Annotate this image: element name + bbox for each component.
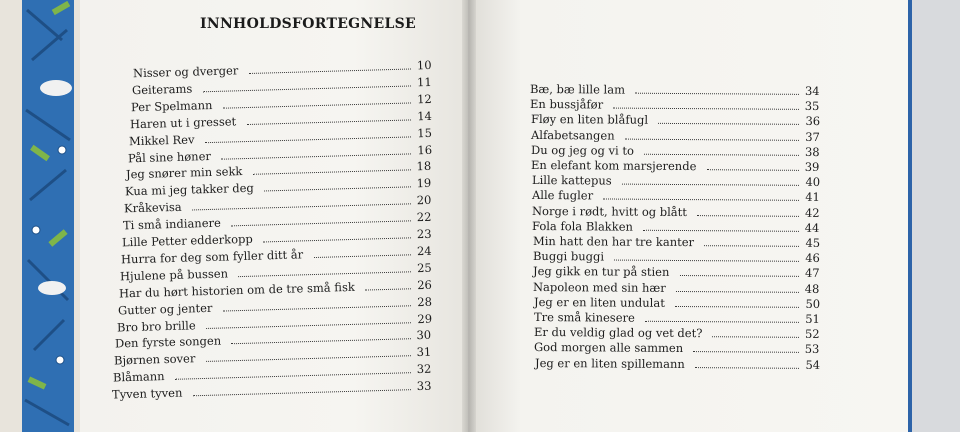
toc-entry-page: 10 bbox=[416, 57, 432, 73]
toc-entry-page: 42 bbox=[804, 205, 820, 220]
toc-entry-title: En elefant kom marsjerende bbox=[531, 157, 697, 174]
cover-pattern-illustration bbox=[22, 0, 74, 432]
toc-leader-dots bbox=[644, 144, 799, 156]
toc-entry bbox=[534, 356, 825, 374]
toc-entry-page: 47 bbox=[804, 266, 820, 281]
toc-entry-title: Jeg er en liten undulat bbox=[533, 294, 665, 310]
toc-leader-dots bbox=[674, 296, 799, 308]
toc-entry-title: Lille kattepus bbox=[531, 173, 612, 188]
toc-leader-dots bbox=[704, 235, 799, 247]
toc-entry-title: Bro bro brille bbox=[116, 317, 196, 334]
toc-entry-page: 29 bbox=[416, 311, 432, 326]
toc-entry-page: 14 bbox=[416, 108, 432, 123]
toc-entry-page: 37 bbox=[804, 129, 820, 144]
toc-entry-title: Lille Petter edderkopp bbox=[121, 231, 253, 250]
toc-entry-page: 39 bbox=[804, 159, 820, 174]
toc-entry-page: 26 bbox=[416, 277, 432, 292]
toc-leader-dots bbox=[643, 220, 799, 232]
toc-entry-title: Buggi buggi bbox=[532, 249, 604, 264]
toc-entry-page: 18 bbox=[416, 159, 432, 174]
toc-entry-page: 48 bbox=[804, 281, 820, 296]
toc-entry-title: Napoleon med sin hær bbox=[533, 279, 667, 295]
cover-pattern-strip bbox=[22, 0, 74, 432]
toc-entry-title: Per Spelmann bbox=[130, 97, 213, 115]
toc-entry-title: Jeg er en liten spillemann bbox=[534, 355, 685, 371]
toc-entry-page: 28 bbox=[416, 294, 432, 309]
toc-entry-title: Du og jeg og vi to bbox=[530, 142, 634, 158]
toc-entry-page: 23 bbox=[416, 226, 432, 242]
toc-entry-title: Hurra for deg som fyller ditt år bbox=[120, 247, 304, 267]
toc-entry-title: Min hatt den har tre kanter bbox=[532, 233, 694, 250]
toc-entry-page: 52 bbox=[804, 327, 820, 342]
toc-entry-page: 16 bbox=[416, 142, 432, 157]
toc-entry-title: Tre små kinesere bbox=[533, 309, 635, 325]
toc-entry-page: 44 bbox=[804, 220, 820, 235]
toc-entry-page: 30 bbox=[416, 328, 432, 343]
book-cover-right bbox=[904, 0, 960, 432]
toc-entry-title: Tyven tyven bbox=[111, 385, 183, 402]
toc-entry-page: 33 bbox=[416, 378, 432, 394]
toc-leader-dots bbox=[697, 205, 799, 217]
toc-entry-page: 11 bbox=[416, 74, 432, 90]
toc-entry-title: Fløy en liten blåfugl bbox=[530, 112, 648, 128]
toc-entry-title: Fola fola Blakken bbox=[532, 218, 634, 234]
toc-entry-title: Hjulene på bussen bbox=[119, 266, 228, 284]
toc-leader-dots bbox=[693, 341, 799, 353]
toc-entry-title: Bæ, bæ lille lam bbox=[529, 81, 626, 97]
book-cover-left bbox=[0, 0, 90, 432]
toc-entry-page: 24 bbox=[416, 243, 432, 259]
toc-leader-dots bbox=[264, 177, 411, 192]
toc-entry-title: Kua mi jeg takker deg bbox=[125, 181, 255, 199]
toc-entry-title: Kråkevisa bbox=[124, 199, 183, 216]
toc-entry-page: 31 bbox=[416, 344, 432, 360]
toc-entry-page: 54 bbox=[804, 357, 820, 372]
toc-entry-page: 32 bbox=[416, 361, 432, 377]
page-title: INNHOLDSFORTEGNELSE bbox=[200, 16, 417, 32]
toc-entry-page: 41 bbox=[804, 190, 820, 205]
toc-entry-page: 35 bbox=[804, 99, 820, 114]
toc-entry-title: God morgen alle sammen bbox=[534, 340, 684, 356]
toc-leader-dots bbox=[365, 278, 411, 290]
toc-leader-dots bbox=[313, 244, 411, 258]
toc-leader-dots bbox=[603, 189, 799, 201]
toc-entry-title: Alle fugler bbox=[531, 188, 593, 203]
toc-entry-page: 20 bbox=[416, 192, 432, 208]
toc-entry-page: 50 bbox=[804, 296, 820, 311]
toc-leader-dots bbox=[658, 113, 799, 125]
toc-entry-title: Bjørnen sover bbox=[114, 351, 196, 368]
toc-entry-title: En bussjåfør bbox=[530, 97, 604, 112]
toc-entry-title: Har du hørt historien om de tre små fisk bbox=[118, 279, 355, 301]
toc-entry-page: 46 bbox=[804, 251, 820, 266]
toc-leader-dots bbox=[613, 98, 799, 110]
toc-entry-page: 25 bbox=[416, 260, 432, 275]
toc-leader-dots bbox=[712, 326, 799, 338]
toc-entry-title: Mikkel Rev bbox=[128, 132, 195, 148]
toc-entry-page: 22 bbox=[416, 209, 432, 225]
toc-leader-dots bbox=[624, 128, 799, 140]
toc-leader-dots bbox=[679, 265, 799, 277]
toc-entry-title: Er du veldig glad og vet det? bbox=[533, 325, 703, 341]
toc-entry-title: Gutter og jenter bbox=[117, 300, 213, 318]
toc-leader-dots bbox=[614, 250, 799, 262]
toc-entry-title: Den fyrste songen bbox=[115, 333, 222, 351]
toc-entry-page: 34 bbox=[804, 83, 820, 98]
book-gutter bbox=[462, 0, 476, 432]
toc-entry-title: Nisser og dverger bbox=[132, 63, 239, 81]
toc-entry-page: 19 bbox=[416, 176, 432, 191]
toc-entry-title: Ti små indianere bbox=[122, 215, 222, 233]
toc-entry-title: Jeg snører min sekk bbox=[126, 164, 243, 182]
toc-leader-dots bbox=[621, 174, 799, 186]
toc-entry-page: 45 bbox=[804, 235, 820, 250]
toc-entry-page: 51 bbox=[804, 311, 820, 326]
toc-entry-title: Alfabetsangen bbox=[530, 127, 615, 143]
toc-entry-page: 40 bbox=[804, 175, 820, 190]
toc-entry-title: Norge i rødt, hvitt og blått bbox=[531, 203, 687, 219]
toc-leader-dots bbox=[635, 83, 799, 95]
toc-entry-title: Blåmann bbox=[113, 369, 165, 385]
toc-leader-dots bbox=[645, 311, 799, 323]
toc-entry-title: Geiterams bbox=[131, 81, 193, 98]
toc-entry-page: 36 bbox=[804, 114, 820, 129]
toc-entry-page: 12 bbox=[416, 91, 432, 107]
toc-entry-page: 53 bbox=[804, 342, 820, 357]
toc-entry-page: 15 bbox=[416, 125, 432, 140]
toc-leader-dots bbox=[676, 281, 799, 293]
toc-leader-dots bbox=[694, 357, 799, 369]
toc-leader-dots bbox=[707, 159, 799, 171]
toc-entry-title: Haren ut i gresset bbox=[129, 114, 237, 131]
toc-entry-page: 38 bbox=[804, 144, 820, 159]
toc-entry-title: Jeg gikk en tur på stien bbox=[532, 264, 670, 280]
toc-entry-title: Pål sine høner bbox=[127, 148, 211, 165]
